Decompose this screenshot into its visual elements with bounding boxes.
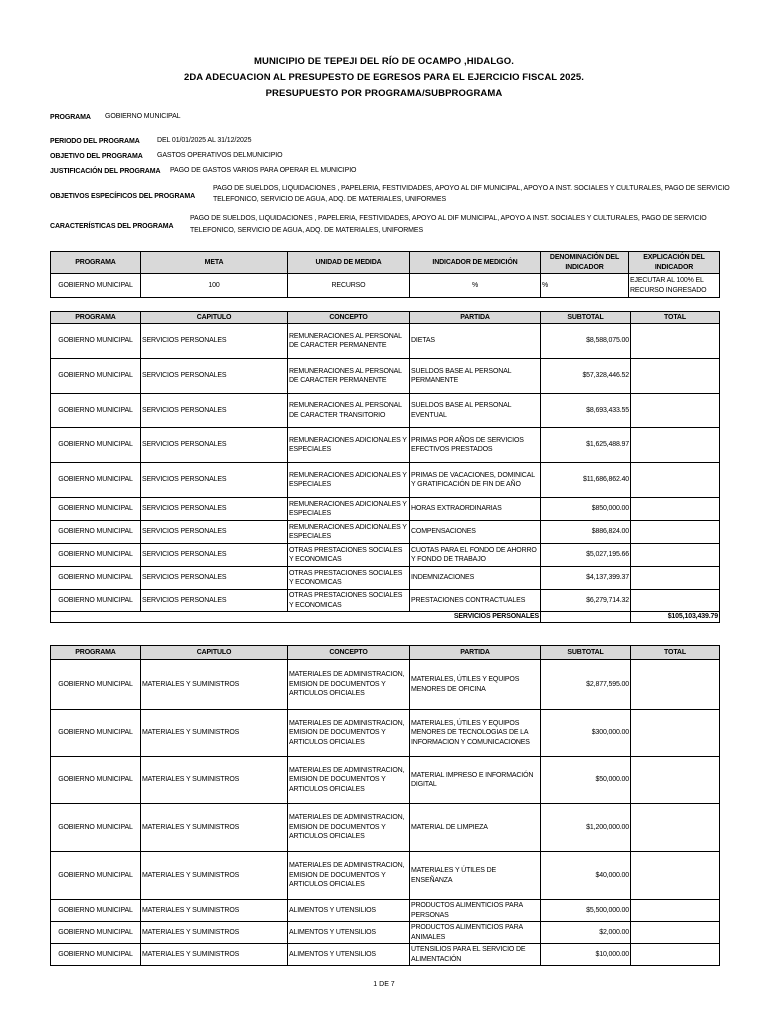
materiales-header-row bbox=[51, 646, 720, 660]
cell-explicacion: EJECUTAR AL 100% EL RECURSO INGRESADO bbox=[629, 274, 720, 298]
doc-title-line-1: MUNICIPIO DE TEPEJI DEL RÍO DE OCAMPO ,HIDALGO. bbox=[254, 56, 514, 67]
cell-partida: HORAS EXTRAORDINARIAS bbox=[410, 498, 541, 521]
cell-capitulo: MATERIALES Y SUMINISTROS bbox=[141, 804, 288, 852]
table-row bbox=[51, 544, 720, 567]
cell-concepto: MATERIALES DE ADMINISTRACION, EMISION DE DOCUMENTOS Y ARTICULOS OFICIALES bbox=[288, 757, 410, 804]
cell-partida: MATERIALES, ÚTILES Y EQUIPOS MENORES DE TECNOLOGIAS DE LA INFORMACION Y COMUNICACIONES bbox=[410, 710, 541, 757]
col-header: UNIDAD DE MEDIDA bbox=[288, 252, 410, 274]
cell-programa: GOBIERNO MUNICIPAL bbox=[51, 944, 141, 966]
cell-partida: SUELDOS BASE AL PERSONAL PERMANENTE bbox=[410, 359, 541, 394]
table-row bbox=[51, 944, 720, 966]
cell-subtotal: $8,588,075.00 bbox=[541, 324, 631, 359]
cell-subtotal: $1,625,488.97 bbox=[541, 428, 631, 463]
cell-capitulo: SERVICIOS PERSONALES bbox=[141, 498, 288, 521]
objetivos-especificos-label: OBJETIVOS ESPECÍFICOS DEL PROGRAMA bbox=[50, 193, 196, 200]
col-header: SUBTOTAL bbox=[541, 312, 631, 324]
cell-meta: 100 bbox=[141, 274, 288, 298]
cell-partida: DIETAS bbox=[410, 324, 541, 359]
cell-partida: PRODUCTOS ALIMENTICIOS PARA PERSONAS bbox=[410, 900, 541, 922]
cell-capitulo: SERVICIOS PERSONALES bbox=[141, 590, 288, 612]
cell-programa: GOBIERNO MUNICIPAL bbox=[51, 900, 141, 922]
cell-capitulo: MATERIALES Y SUMINISTROS bbox=[141, 757, 288, 804]
servicios-body bbox=[51, 324, 720, 612]
cell-subtotal: $300,000.00 bbox=[541, 710, 631, 757]
table-row bbox=[51, 922, 720, 944]
col-header: SUBTOTAL bbox=[541, 646, 631, 660]
table-row bbox=[51, 852, 720, 900]
cell-programa: GOBIERNO MUNICIPAL bbox=[51, 359, 141, 394]
col-header: PROGRAMA bbox=[51, 312, 141, 324]
cell-partida: MATERIAL DE LIMPIEZA bbox=[410, 804, 541, 852]
cell-concepto: MATERIALES DE ADMINISTRACION, EMISION DE DOCUMENTOS Y ARTICULOS OFICIALES bbox=[288, 804, 410, 852]
col-header: EXPLICACIÓN DEL INDICADOR bbox=[629, 252, 720, 274]
cell-programa: GOBIERNO MUNICIPAL bbox=[51, 498, 141, 521]
cell-concepto: ALIMENTOS Y UTENSILIOS bbox=[288, 922, 410, 944]
cell-partida: PRIMAS DE VACACIONES, DOMINICAL Y GRATIFICACIÓN DE FIN DE AÑO bbox=[410, 463, 541, 498]
cell-total bbox=[631, 852, 720, 900]
cell-capitulo: SERVICIOS PERSONALES bbox=[141, 428, 288, 463]
cell-concepto: OTRAS PRESTACIONES SOCIALES Y ECONOMICAS bbox=[288, 567, 410, 590]
cell-capitulo: MATERIALES Y SUMINISTROS bbox=[141, 660, 288, 710]
cell-concepto: MATERIALES DE ADMINISTRACION, EMISION DE DOCUMENTOS Y ARTICULOS OFICIALES bbox=[288, 660, 410, 710]
col-header: CONCEPTO bbox=[288, 312, 410, 324]
cell-concepto: OTRAS PRESTACIONES SOCIALES Y ECONOMICAS bbox=[288, 590, 410, 612]
cell-concepto: MATERIALES DE ADMINISTRACION, EMISION DE DOCUMENTOS Y ARTICULOS OFICIALES bbox=[288, 710, 410, 757]
doc-title-line-3: PRESUPUESTO POR PROGRAMA/SUBPROGRAMA bbox=[265, 88, 503, 99]
cell-partida: UTENSILIOS PARA EL SERVICIO DE ALIMENTACIÓN bbox=[410, 944, 541, 966]
programa-label: PROGRAMA bbox=[50, 114, 91, 121]
cell-subtotal: $57,328,446.52 bbox=[541, 359, 631, 394]
servicios-total-row bbox=[51, 612, 720, 623]
page-number: 1 DE 7 bbox=[373, 981, 395, 988]
cell-total bbox=[631, 567, 720, 590]
cell-partida: PRODUCTOS ALIMENTICIOS PARA ANIMALES bbox=[410, 922, 541, 944]
cell-programa: GOBIERNO MUNICIPAL bbox=[51, 274, 141, 298]
cell-denominacion: % bbox=[541, 274, 629, 298]
objetivos-especificos-line-2: TELEFONICO, SERVICIO DE AGUA, ADQ. DE MATERIALES, UNIFORMES bbox=[213, 196, 447, 203]
cell-total bbox=[631, 900, 720, 922]
cell-capitulo: SERVICIOS PERSONALES bbox=[141, 521, 288, 544]
cell-total bbox=[631, 660, 720, 710]
table-row bbox=[51, 521, 720, 544]
cell-programa: GOBIERNO MUNICIPAL bbox=[51, 324, 141, 359]
table-row bbox=[51, 567, 720, 590]
periodo-value: DEL 01/01/2025 AL 31/12/2025 bbox=[157, 137, 252, 144]
cell-programa: GOBIERNO MUNICIPAL bbox=[51, 922, 141, 944]
cell-programa: GOBIERNO MUNICIPAL bbox=[51, 428, 141, 463]
table-row bbox=[51, 498, 720, 521]
cell-concepto: ALIMENTOS Y UTENSILIOS bbox=[288, 900, 410, 922]
cell-subtotal: $2,877,595.00 bbox=[541, 660, 631, 710]
cell-concepto: REMUNERACIONES AL PERSONAL DE CARACTER PERMANENTE bbox=[288, 324, 410, 359]
cell-partida: CUOTAS PARA EL FONDO DE AHORRO Y FONDO DE TRABAJO bbox=[410, 544, 541, 567]
materiales-body bbox=[51, 660, 720, 966]
cell-total bbox=[631, 804, 720, 852]
cell-capitulo: SERVICIOS PERSONALES bbox=[141, 567, 288, 590]
cell-programa: GOBIERNO MUNICIPAL bbox=[51, 852, 141, 900]
table-row bbox=[51, 804, 720, 852]
cell-programa: GOBIERNO MUNICIPAL bbox=[51, 804, 141, 852]
col-header: CAPITULO bbox=[141, 312, 288, 324]
cell-total bbox=[631, 394, 720, 428]
cell-subtotal: $886,824.00 bbox=[541, 521, 631, 544]
servicios-total-label: SERVICIOS PERSONALES bbox=[51, 612, 541, 623]
cell-capitulo: SERVICIOS PERSONALES bbox=[141, 359, 288, 394]
indicator-header-row bbox=[51, 252, 720, 274]
servicios-header-row bbox=[51, 312, 720, 324]
cell-partida: MATERIALES Y ÚTILES DE ENSEÑANZA bbox=[410, 852, 541, 900]
col-header: CONCEPTO bbox=[288, 646, 410, 660]
cell-programa: GOBIERNO MUNICIPAL bbox=[51, 394, 141, 428]
cell-total bbox=[631, 944, 720, 966]
programa-value: GOBIERNO MUNICIPAL bbox=[105, 113, 181, 120]
cell-concepto: MATERIALES DE ADMINISTRACION, EMISION DE DOCUMENTOS Y ARTICULOS OFICIALES bbox=[288, 852, 410, 900]
cell-partida: MATERIALES, ÚTILES Y EQUIPOS MENORES DE OFICINA bbox=[410, 660, 541, 710]
col-header: INDICADOR DE MEDICIÓN bbox=[410, 252, 541, 274]
cell-capitulo: MATERIALES Y SUMINISTROS bbox=[141, 944, 288, 966]
objetivo-label: OBJETIVO DEL PROGRAMA bbox=[50, 153, 143, 160]
cell-capitulo: SERVICIOS PERSONALES bbox=[141, 324, 288, 359]
periodo-label: PERIODO DEL PROGRAMA bbox=[50, 138, 140, 145]
cell-partida: SUELDOS BASE AL PERSONAL EVENTUAL bbox=[410, 394, 541, 428]
cell-capitulo: SERVICIOS PERSONALES bbox=[141, 394, 288, 428]
servicios-total-value: $105,103,439.79 bbox=[631, 612, 720, 623]
cell-programa: GOBIERNO MUNICIPAL bbox=[51, 544, 141, 567]
cell-partida: PRESTACIONES CONTRACTUALES bbox=[410, 590, 541, 612]
col-header: TOTAL bbox=[631, 646, 720, 660]
caracteristicas-label: CARACTERÍSTICAS DEL PROGRAMA bbox=[50, 223, 174, 230]
materiales-suministros-table bbox=[50, 645, 720, 966]
table-row bbox=[51, 660, 720, 710]
cell-concepto: REMUNERACIONES ADICIONALES Y ESPECIALES bbox=[288, 521, 410, 544]
cell-partida: MATERIAL IMPRESO E INFORMACIÓN DIGITAL bbox=[410, 757, 541, 804]
cell-total bbox=[631, 922, 720, 944]
col-header: TOTAL bbox=[631, 312, 720, 324]
table-row bbox=[51, 359, 720, 394]
cell-total bbox=[631, 710, 720, 757]
cell-subtotal: $5,027,195.66 bbox=[541, 544, 631, 567]
col-header: META bbox=[141, 252, 288, 274]
cell-subtotal: $4,137,399.37 bbox=[541, 567, 631, 590]
cell-partida: COMPENSACIONES bbox=[410, 521, 541, 544]
caracteristicas-line-2: TELEFONICO, SERVICIO DE AGUA, ADQ. DE MATERIALES, UNIFORMES bbox=[190, 227, 424, 234]
col-header: DENOMINACIÓN DEL INDICADOR bbox=[541, 252, 629, 274]
cell-concepto: REMUNERACIONES AL PERSONAL DE CARACTER PERMANENTE bbox=[288, 359, 410, 394]
cell-partida: INDEMNIZACIONES bbox=[410, 567, 541, 590]
table-row bbox=[51, 463, 720, 498]
cell-concepto: REMUNERACIONES ADICIONALES Y ESPECIALES bbox=[288, 463, 410, 498]
cell-total bbox=[631, 463, 720, 498]
cell-subtotal: $2,000.00 bbox=[541, 922, 631, 944]
cell-subtotal: $1,200,000.00 bbox=[541, 804, 631, 852]
cell-subtotal: $6,279,714.32 bbox=[541, 590, 631, 612]
col-header: PARTIDA bbox=[410, 312, 541, 324]
table-row bbox=[51, 900, 720, 922]
caracteristicas-line-1: PAGO DE SUELDOS, LIQUIDACIONES , PAPELERIA, FESTIVIDADES, APOYO AL DIF MUNICIPAL, APOYO A INST. SOCIALES Y CULTURALES, PAGO DE SERVICIO bbox=[190, 215, 707, 222]
table-row bbox=[51, 394, 720, 428]
cell-programa: GOBIERNO MUNICIPAL bbox=[51, 567, 141, 590]
objetivos-especificos-line-1: PAGO DE SUELDOS, LIQUIDACIONES , PAPELERIA, FESTIVIDADES, APOYO AL DIF MUNICIPAL, APOYO A INST. SOCIALES Y CULTURALES, PAGO DE SERVICIO bbox=[213, 185, 730, 192]
cell-total bbox=[631, 359, 720, 394]
cell-capitulo: MATERIALES Y SUMINISTROS bbox=[141, 852, 288, 900]
cell-indicador: % bbox=[410, 274, 541, 298]
cell-total bbox=[631, 428, 720, 463]
cell-capitulo: MATERIALES Y SUMINISTROS bbox=[141, 710, 288, 757]
table-row bbox=[51, 710, 720, 757]
cell-concepto: REMUNERACIONES ADICIONALES Y ESPECIALES bbox=[288, 498, 410, 521]
cell-subtotal: $5,500,000.00 bbox=[541, 900, 631, 922]
cell-subtotal: $40,000.00 bbox=[541, 852, 631, 900]
cell-programa: GOBIERNO MUNICIPAL bbox=[51, 660, 141, 710]
cell-subtotal: $8,693,433.55 bbox=[541, 394, 631, 428]
cell-programa: GOBIERNO MUNICIPAL bbox=[51, 710, 141, 757]
objetivo-value: GASTOS OPERATIVOS DELMUNICIPIO bbox=[157, 152, 283, 159]
justificacion-label: JUSTIFICACIÓN DEL PROGRAMA bbox=[50, 168, 161, 175]
cell-total bbox=[631, 544, 720, 567]
justificacion-value: PAGO DE GASTOS VARIOS PARA OPERAR EL MUNICIPIO bbox=[170, 167, 357, 174]
cell-capitulo: SERVICIOS PERSONALES bbox=[141, 463, 288, 498]
table-row bbox=[51, 428, 720, 463]
cell-programa: GOBIERNO MUNICIPAL bbox=[51, 463, 141, 498]
cell-programa: GOBIERNO MUNICIPAL bbox=[51, 590, 141, 612]
table-row bbox=[51, 324, 720, 359]
cell-programa: GOBIERNO MUNICIPAL bbox=[51, 521, 141, 544]
cell-total bbox=[631, 498, 720, 521]
col-header: CAPITULO bbox=[141, 646, 288, 660]
cell-concepto: OTRAS PRESTACIONES SOCIALES Y ECONOMICAS bbox=[288, 544, 410, 567]
indicator-table bbox=[50, 251, 720, 298]
cell-subtotal: $10,000.00 bbox=[541, 944, 631, 966]
cell-unidad: RECURSO bbox=[288, 274, 410, 298]
cell-subtotal: $850,000.00 bbox=[541, 498, 631, 521]
cell-total bbox=[631, 521, 720, 544]
cell-total bbox=[631, 324, 720, 359]
table-row bbox=[51, 590, 720, 612]
cell-total bbox=[631, 590, 720, 612]
table-row bbox=[51, 274, 720, 298]
cell-total bbox=[631, 757, 720, 804]
cell-capitulo: SERVICIOS PERSONALES bbox=[141, 544, 288, 567]
col-header: PROGRAMA bbox=[51, 646, 141, 660]
col-header: PARTIDA bbox=[410, 646, 541, 660]
cell-subtotal: $11,686,862.40 bbox=[541, 463, 631, 498]
cell-capitulo: MATERIALES Y SUMINISTROS bbox=[141, 922, 288, 944]
doc-title-line-2: 2DA ADECUACION AL PRESUPESTO DE EGRESOS PARA EL EJERCICIO FISCAL 2025. bbox=[183, 72, 585, 83]
cell-programa: GOBIERNO MUNICIPAL bbox=[51, 757, 141, 804]
cell-subtotal: $50,000.00 bbox=[541, 757, 631, 804]
col-header: PROGRAMA bbox=[51, 252, 141, 274]
cell-concepto: REMUNERACIONES ADICIONALES Y ESPECIALES bbox=[288, 428, 410, 463]
cell-partida: PRIMAS POR AÑOS DE SERVICIOS EFECTIVOS PRESTADOS bbox=[410, 428, 541, 463]
cell-concepto: ALIMENTOS Y UTENSILIOS bbox=[288, 944, 410, 966]
servicios-personales-table bbox=[50, 311, 720, 623]
cell-concepto: REMUNERACIONES AL PERSONAL DE CARACTER TRANSITORIO bbox=[288, 394, 410, 428]
table-row bbox=[51, 757, 720, 804]
cell-capitulo: MATERIALES Y SUMINISTROS bbox=[141, 900, 288, 922]
